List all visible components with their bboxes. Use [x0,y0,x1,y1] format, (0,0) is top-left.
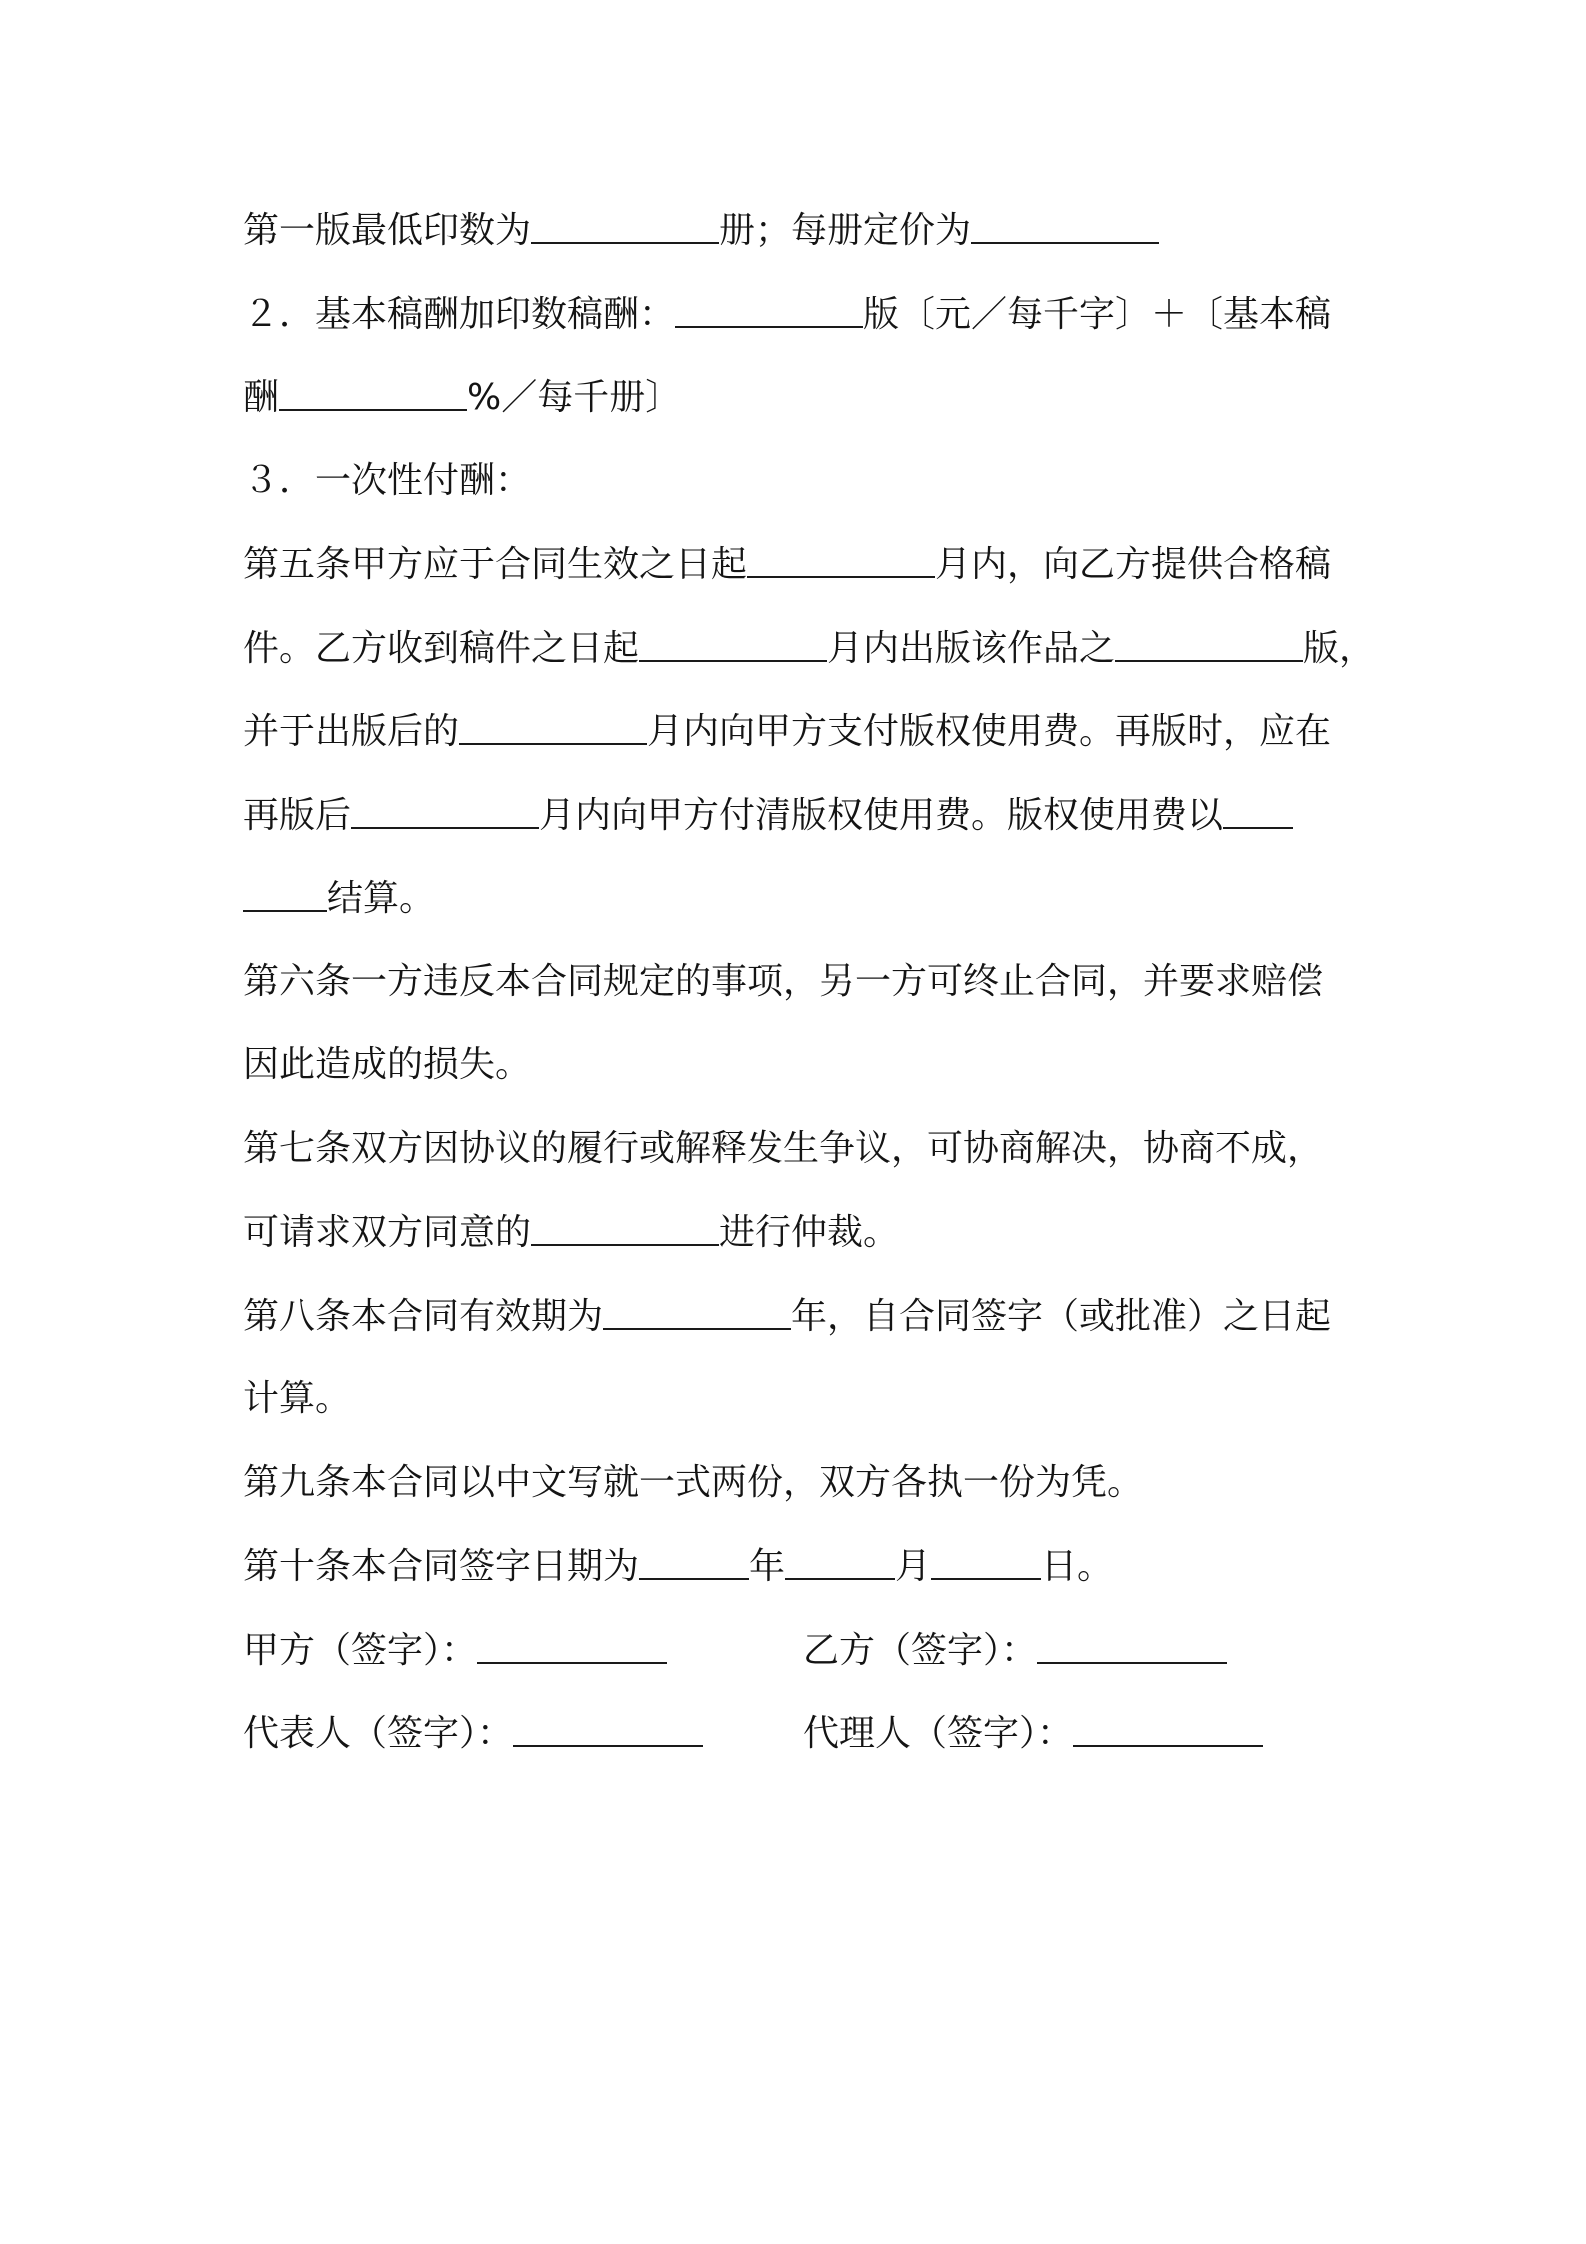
party-a-label: 甲方（签字）： [243,1629,478,1671]
party-a-signature-blank[interactable] [477,1618,667,1664]
manuscript-months-blank[interactable] [747,532,935,578]
signature-row-2 [243,1701,1363,1785]
month-blank[interactable] [785,1534,895,1580]
line-text: 日。 [1041,1546,1114,1587]
line-text: 版， [1303,627,1376,669]
day-blank[interactable] [931,1534,1041,1580]
line-first-print [243,198,1363,282]
line-base-royalty [243,282,1363,366]
line-text: 进行仲裁。 [719,1212,900,1253]
article-8-line-2 [243,1367,1363,1451]
line-text: 酬 [243,377,280,418]
line-one-time-payment [243,449,1363,533]
article-5-line-4 [243,783,1363,867]
validity-years-blank[interactable] [603,1284,791,1330]
line-text: ２．基本稿酬加印数稿酬： [243,293,676,335]
unit-price-blank[interactable] [971,198,1159,244]
article-10-line [243,1534,1363,1618]
line-text: 并于出版后的 [243,711,460,752]
signature-row-1 [243,1618,1363,1702]
article-9-line [243,1451,1363,1535]
article-7-line-2 [243,1200,1363,1284]
article-5-line-5 [243,866,1363,950]
party-a-signature [243,1618,803,1683]
line-text: ３．一次性付酬： [243,459,532,501]
agent-signature [803,1701,1263,1766]
article-6-line-2 [243,1033,1363,1117]
print-quantity-blank[interactable] [531,198,719,244]
line-text: 年，自合同签字（或批准）之日起 [791,1295,1332,1337]
settlement-blank-part2[interactable] [243,866,327,912]
party-b-label: 乙方（签字）： [803,1629,1038,1671]
year-blank[interactable] [639,1534,749,1580]
article-7-line-1 [243,1117,1363,1201]
payment-months-blank[interactable] [459,699,647,745]
representative-label: 代表人（签字）： [243,1713,514,1754]
line-text: 年 [749,1546,786,1587]
percent-blank[interactable] [279,365,467,411]
line-text: %／每千册〕 [467,377,682,418]
agent-label: 代理人（签字）： [803,1713,1074,1754]
edition-blank[interactable] [1115,616,1303,662]
line-text: 月内向甲方支付版权使用费。再版时，应在 [647,711,1332,752]
line-text: 第七条双方因协议的履行或解释发生争议，可协商解决，协商不成， [243,1127,1324,1169]
line-text: 版〔元／每千字〕＋〔基本稿 [863,293,1332,335]
line-text: 可请求双方同意的 [243,1212,532,1253]
line-text: 计算。 [243,1378,352,1419]
line-text: 第九条本合同以中文写就一式两份，双方各执一份为凭。 [243,1461,1144,1503]
article-5-line-2 [243,616,1376,700]
representative-signature [243,1701,803,1766]
article-5-line-1 [243,532,1363,616]
line-text: 再版后 [243,794,352,836]
line-text: 第十条本合同签字日期为 [243,1546,640,1587]
line-text: 因此造成的损失。 [243,1044,532,1085]
line-text: 月内，向乙方提供合格稿 [935,544,1332,585]
publish-months-blank[interactable] [639,616,827,662]
article-6-line-1 [243,950,1363,1034]
line-text: 月内向甲方付清版权使用费。版权使用费以 [539,794,1224,836]
line-text: 册；每册定价为 [719,210,972,251]
line-text: 第五条甲方应于合同生效之日起 [243,544,748,585]
reprint-months-blank[interactable] [351,783,539,829]
article-8-line-1 [243,1284,1363,1368]
arbitration-body-blank[interactable] [531,1200,719,1246]
party-b-signature-blank[interactable] [1037,1618,1227,1664]
line-text: 第六条一方违反本合同规定的事项，另一方可终止合同，并要求赔偿 [243,960,1324,1002]
line-text: 月内出版该作品之 [827,627,1116,669]
settlement-blank-part1[interactable] [1223,783,1293,829]
contract-page [243,198,1376,1785]
article-5-line-3 [243,699,1363,783]
line-text: 月 [895,1546,932,1587]
representative-signature-blank[interactable] [513,1701,703,1747]
line-text: 结算。 [327,878,436,919]
party-b-signature [803,1618,1227,1683]
agent-signature-blank[interactable] [1073,1701,1263,1747]
royalty-blank[interactable] [675,282,863,328]
line-text: 第一版最低印数为 [243,210,532,251]
line-text: 件。乙方收到稿件之日起 [243,627,640,669]
line-royalty-percent [243,365,1363,449]
line-text: 第八条本合同有效期为 [243,1295,604,1337]
